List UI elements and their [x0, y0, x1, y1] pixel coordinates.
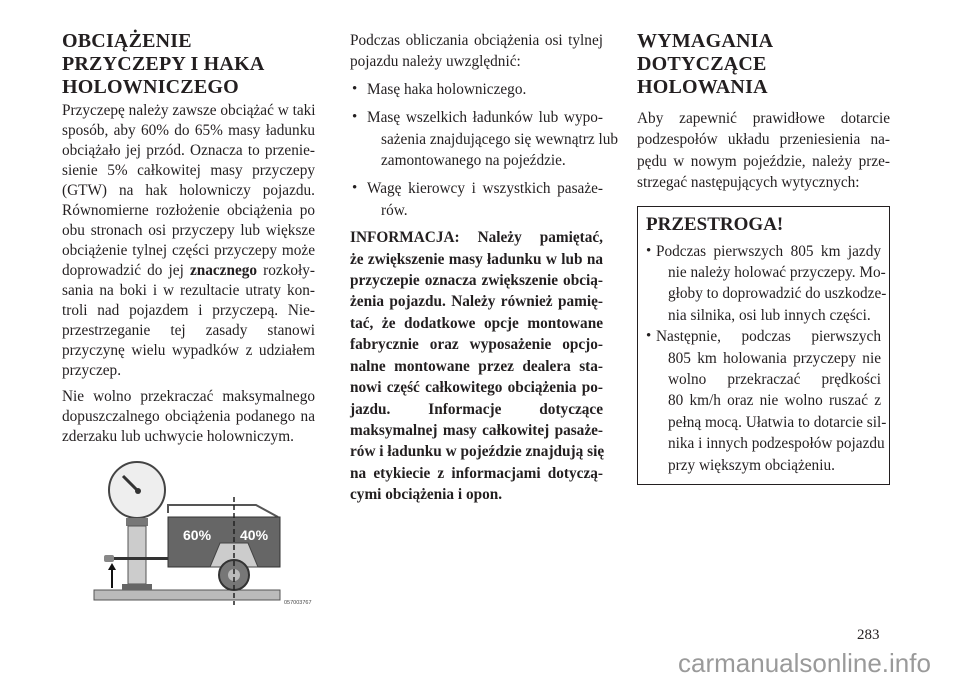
caution-title: PRZESTROGA! — [646, 213, 784, 235]
text-line: INFORMACJA: Należy pamiętać, — [350, 229, 603, 247]
watermark: carmanualsonline.info — [678, 648, 931, 678]
text-line: głoby to doprowadzić do uszkodze- — [668, 285, 887, 303]
bullet-icon: • — [646, 242, 652, 259]
text-line: że zwiększenie masy ładunku w lub na — [350, 250, 603, 268]
text-line: nie należy holować przyczepy. Mo- — [668, 264, 886, 282]
text-line: Podczas obliczania obciążenia osi tylnej — [350, 32, 603, 49]
text-line: sienie 5% całkowitej masy przyczepy — [62, 162, 315, 179]
text-line: nika i innych podzespołów pojazdu — [668, 435, 885, 453]
text-line: Masę wszelkich ładunków lub wypo- — [367, 109, 603, 127]
text-line: zamontowanego na pojeździe. — [381, 152, 566, 170]
text-line: rów i ładunku w pojeździe znajdują się — [350, 443, 605, 461]
text-line: troli nad pojazdem i przyczepą. Nie- — [62, 302, 315, 319]
bullet-item — [350, 178, 603, 221]
column-axle-load — [350, 30, 618, 506]
text-line: cymi obciążenia i opon. — [350, 486, 503, 504]
text-line: obciążało jej przód. Oznacza to przenie- — [62, 142, 315, 159]
text-line: Aby zapewnić prawidłowe dotarcie — [637, 110, 890, 127]
paragraph-max-load — [62, 387, 315, 447]
text-line: WYMAGANIA — [637, 30, 774, 52]
text-line: 805 km holowania przyczepy nie — [668, 349, 881, 367]
text-line: Podczas pierwszych 805 km jazdy — [656, 242, 881, 260]
text-line: przy większym obciążeniu. — [668, 456, 835, 474]
text-line: sażenia znajdującego się wewnątrz lub — [381, 130, 618, 148]
text-line: wolno przekraczać prędkości — [668, 371, 881, 389]
text-line: rów. — [381, 201, 408, 219]
text-line: nia silnika, osi lub innych części. — [668, 306, 871, 324]
bullet-icon: • — [646, 328, 652, 345]
paragraph-intro — [350, 30, 603, 73]
text-line: Następnie, podczas pierwszych — [656, 328, 881, 346]
text-line: Wagę kierowcy i wszystkich pasaże- — [367, 180, 603, 198]
text-line: OBCIĄŻENIE — [62, 30, 192, 52]
text-line — [62, 261, 315, 281]
note-information — [350, 227, 603, 505]
bullet-item — [646, 241, 887, 327]
text-span: doprowadzić do jej — [62, 262, 190, 279]
text-line: Równomierne rozłożenie obciążenia po — [62, 202, 315, 219]
text-line: fabrycznie oraz wyposażenie opcjo- — [350, 336, 603, 354]
text-line: Nie wolno przekraczać maksymalnego — [62, 388, 315, 405]
front-percent-label: 60% — [183, 527, 212, 543]
caution-box — [637, 206, 890, 485]
text-line: pełną mocą. Ułatwia to dotarcie sil- — [668, 413, 887, 431]
bullet-list — [350, 79, 618, 221]
text-line: przyczynę wielu wypadków z udziałem — [62, 342, 315, 359]
text-line: tać, że dodatkowe opcje montowane — [350, 314, 603, 332]
page-number: 283 — [857, 627, 880, 643]
bullet-icon: • — [352, 80, 358, 97]
text-line: pojazdu należy uwzględnić: — [350, 53, 521, 71]
text-line: pędu w nowym pojeździe, należy prze- — [637, 152, 890, 170]
text-line: 80 km/h oraz nie wolno ruszać z — [668, 392, 881, 410]
text-line: (GTW) na hak holowniczy pojazdu. — [62, 182, 315, 199]
bullet-icon: • — [352, 180, 358, 197]
text-line: przestrzeganie tej zasady stanowi — [62, 322, 315, 339]
text-line: strzegać następujących wytycznych: — [637, 174, 860, 192]
bullet-icon: • — [352, 109, 358, 126]
text-line: podzespołów układu przeniesienia na- — [637, 131, 890, 149]
section-heading — [637, 30, 890, 99]
text-line: HOLOWANIA — [637, 76, 768, 98]
text-line: sposób, aby 60% do 65% masy ładunku — [62, 122, 315, 139]
column-towing-requirements — [637, 30, 890, 485]
text-line: Przyczepę należy zawsze obciążać w taki — [62, 102, 316, 119]
text-line: przyczep. — [62, 362, 122, 379]
section-heading — [62, 30, 315, 99]
bullet-item — [350, 107, 618, 171]
emphasis: znacznego — [189, 262, 258, 279]
rear-percent-label: 40% — [240, 527, 269, 543]
text-line: HOLOWNICZEGO — [62, 76, 239, 98]
text-line: obu stronach osi przyczepy lub większe — [62, 222, 315, 239]
text-line: Masę haka holowniczego. — [367, 80, 527, 98]
text-line: przyczepie oznacza zwiększenie obcią- — [350, 272, 603, 290]
bullet-item — [646, 326, 887, 476]
bullet-item — [350, 79, 603, 100]
text-line: sania na boki i w rezultacie utraty kon- — [62, 282, 315, 299]
text-line: nowi część całkowitego obciążenia po- — [350, 379, 603, 397]
text-line: DOTYCZĄCE — [637, 53, 767, 75]
text-line: obciążenie tylnej części przyczepy może — [62, 242, 315, 259]
text-line: na etykiecie z informacjami dotyczą- — [350, 464, 603, 482]
trailer-load-illustration — [88, 455, 314, 607]
column-towing-weight — [62, 30, 315, 447]
text-line: zderzaku lub uchwycie holowniczym. — [62, 428, 294, 445]
text-line: żenia pojazdu. Należy również pamię- — [350, 293, 603, 311]
text-line: maksymalnej masy całkowitej pasaże- — [350, 421, 603, 439]
text-line: jazdu. Informacje dotyczące — [350, 400, 603, 418]
caution-bullets — [646, 241, 887, 476]
paragraph-load-distribution — [62, 101, 315, 381]
figure-code: 057003767 — [284, 600, 312, 606]
paragraph-break-in — [637, 108, 890, 194]
text-span: rozkoły- — [257, 262, 315, 279]
text-line: PRZYCZEPY I HAKA — [62, 53, 265, 75]
text-line: dopuszczalnego obciążenia podanego na — [62, 408, 315, 425]
text-line: nalne montowane przez dealera sta- — [350, 357, 603, 375]
